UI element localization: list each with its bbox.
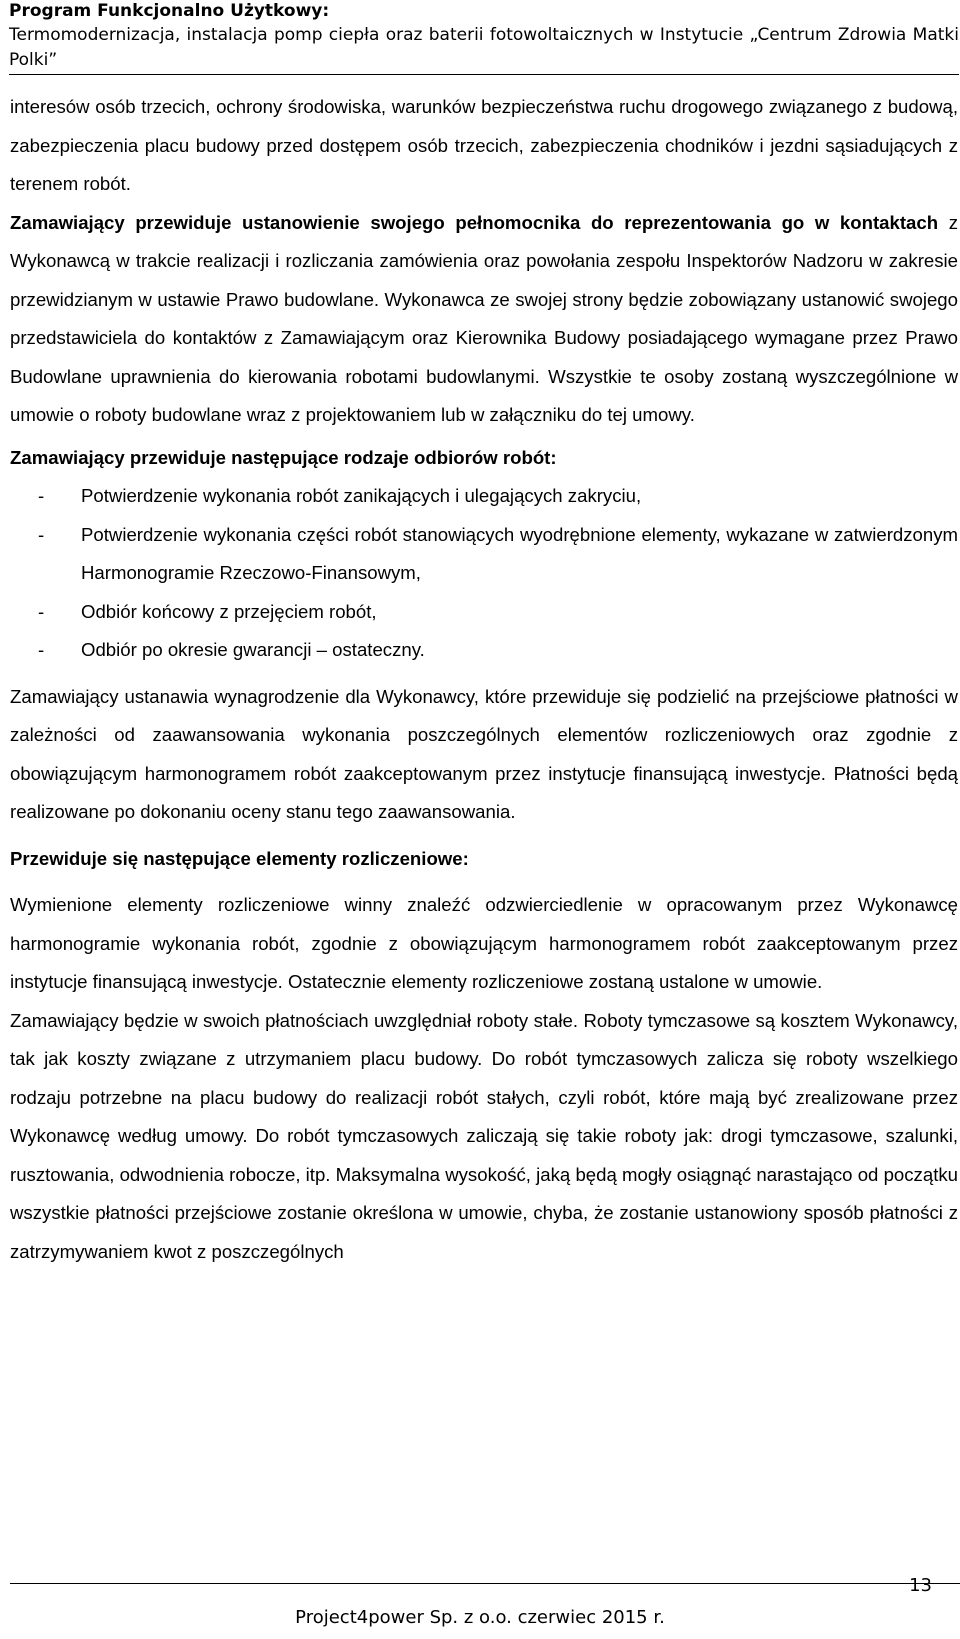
heading-acceptance-types-text: Zamawiający przewiduje następujące rodzaje odbiorów robót: <box>10 446 557 468</box>
list-item <box>10 631 958 670</box>
list-dash: - <box>38 639 45 660</box>
list-item <box>10 477 958 516</box>
project-description: Termomodernizacja, instalacja pomp ciepła oraz baterii fotowoltaicznych w Instytucie „Centrum Zdrowia Matki Polki” <box>9 25 959 70</box>
paragraph-settlement: Wymienione elementy rozliczeniowe winny znaleźć odzwierciedlenie w opracowanym przez Wykonawcę harmonogramie wykonania robót, zgodnie z obowiązującym harmonogramem robót zaakceptowanym przez instytucje finansującą inwestycje. Ostatecznie elementy rozliczeniowe zostaną ustalone w umowie. <box>10 894 958 992</box>
paragraph-remuneration: Zamawiający ustanawia wynagrodzenie dla Wykonawcy, które przewiduje się podzielić na przejściowe płatności w zależności od zaawansowania wykonania poszczególnych elementów rozliczeniowych oraz zgodnie z obowiązującym harmonogramem robót zaakceptowanym przez instytucje finansującą inwestycje. Płatności będą realizowane po dokonaniu oceny stanu tego zaawansowania. <box>10 685 958 822</box>
page-header <box>9 0 959 75</box>
paragraph-continuation: interesów osób trzecich, ochrony środowiska, warunków bezpieczeństwa ruchu drogowego związanego z budową, zabezpieczenia placu budowy przed dostępem osób trzecich, zabezpieczenia chodników i jezdni sąsiadujących z terenem robót. <box>10 96 958 194</box>
list-item <box>10 516 958 593</box>
acceptance-list <box>10 477 958 670</box>
list-dash: - <box>38 600 45 622</box>
list-item-text: Odbiór po okresie gwarancji – ostateczny. <box>81 639 425 660</box>
list-dash: - <box>38 523 45 545</box>
heading-acceptance-types <box>10 439 958 478</box>
list-item-text: Potwierdzenie wykonania robót zanikających i ulegających zakryciu, <box>81 485 642 506</box>
program-title: Program Funkcjonalno Użytkowy: <box>9 1 330 21</box>
list-item-text: Odbiór końcowy z przejęciem robót, <box>81 600 377 622</box>
footer-divider <box>10 1583 960 1584</box>
paragraph-representative-bold: Zamawiający przewiduje ustanowienie swojego pełnomocnika do reprezentowania go w kontaktach <box>10 211 939 233</box>
paragraph-representative <box>10 204 958 435</box>
list-item <box>10 593 958 632</box>
heading-settlement-elements <box>10 840 958 879</box>
page-number: 13 <box>909 1575 932 1596</box>
list-dash: - <box>38 485 45 506</box>
heading-settlement-elements-text: Przewiduje się następujące elementy rozliczeniowe: <box>10 847 469 869</box>
paragraph-representative-text: z Wykonawcą w trakcie realizacji i rozliczania zamówienia oraz powołania zespołu Inspektorów Nadzoru w zakresie przewidzianym w ustawie Prawo budowlane. Wykonawca ze swojej strony będzie zobowiązany ustanowić swojego przedstawiciela do kontaktów z Zamawiającym oraz Kierownika Budowy posiadającego wymagane przez Prawo Budowlane uprawnienia do kierowania robotami budowlanymi. Wszystkie te osoby zostaną wyszczególnione w umowie o roboty budowlane wraz z projektowaniem lub w załączniku do tej umowy. <box>10 211 958 425</box>
footer-company: Project4power Sp. z o.o. czerwiec 2015 r. <box>295 1607 665 1628</box>
paragraph-payments: Zamawiający będzie w swoich płatnościach uwzględniał roboty stałe. Roboty tymczasowe są kosztem Wykonawcy, tak jak koszty związane z utrzymaniem placu budowy. Do robót tymczasowych zalicza się roboty wszelkiego rodzaju potrzebne na placu budowy do realizacji robót stałych, czyli robót, które mają być zrealizowane przez Wykonawcę według umowy. Do robót tymczasowych zaliczają się takie roboty jak: drogi tymczasowe, szalunki, rusztowania, odwodnienia robocze, itp. Maksymalna wysokość, jaką będą mogły osiągnąć narastająco od początku wszystkie płatności przejściowe zostanie określona w umowie, chyba, że zostanie ustanowiony sposób płatności z zatrzymywaniem kwot z poszczególnych <box>10 1009 958 1262</box>
document-body <box>10 88 958 1271</box>
list-item-text: Potwierdzenie wykonania części robót stanowiących wyodrębnione elementy, wykazane w zatwierdzonym Harmonogramie Rzeczowo-Finansowym, <box>81 523 958 583</box>
